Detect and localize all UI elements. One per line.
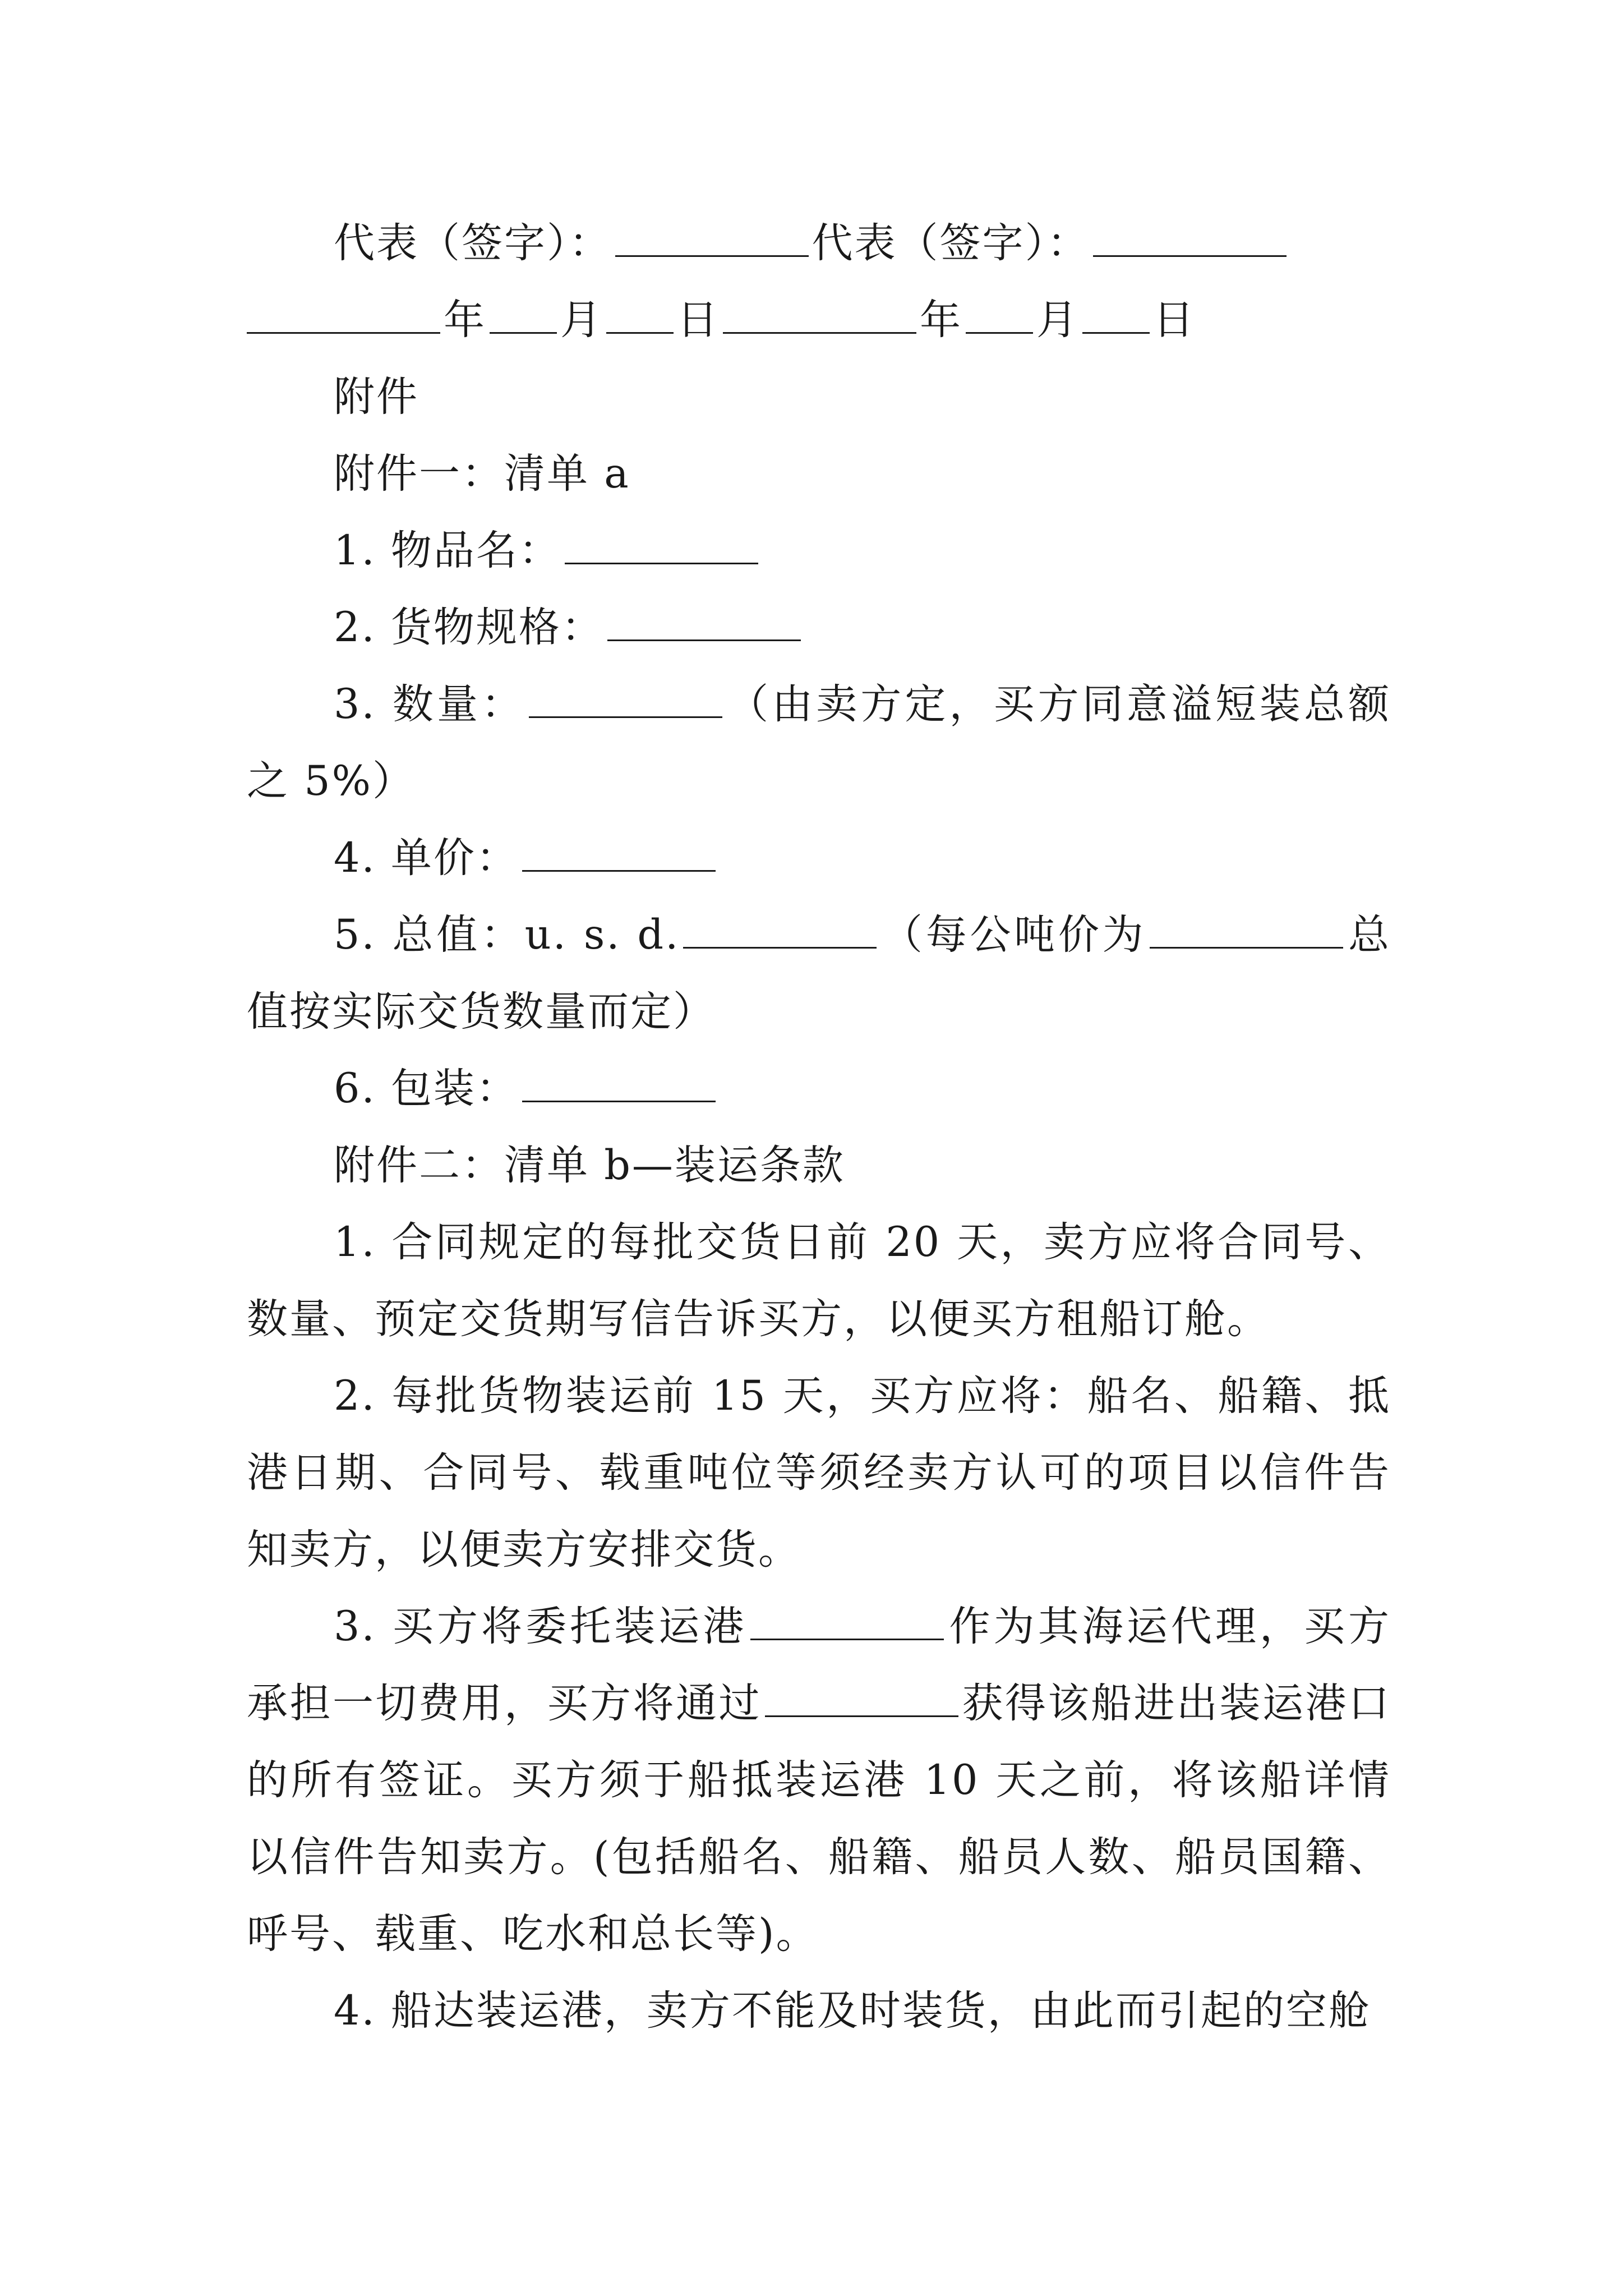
clause3-blank-agent bbox=[750, 1604, 944, 1640]
day-blank-b bbox=[1082, 297, 1150, 334]
month-label-a: 月 bbox=[560, 296, 603, 344]
year-blank-a bbox=[247, 297, 440, 334]
clause3-text-1: 3. 买方将委托装运港 bbox=[334, 1603, 748, 1650]
attachments-heading: 附件 bbox=[334, 373, 419, 421]
attachment2-clause-1: 1. 合同规定的每批交货日前 20 天，卖方应将合同号、数量、预定交货期写信告诉买方，以便买方租船订舱。 bbox=[247, 1218, 1391, 1343]
rep-label-party-b: 代表（签字）： bbox=[811, 219, 1090, 267]
attachment1-item-1 bbox=[247, 512, 1391, 589]
attachment2-title: 附件二：清单 b—装运条款 bbox=[334, 1142, 845, 1189]
attachment1-title: 附件一：清单 a bbox=[334, 450, 630, 498]
item4-label: 4. 单价： bbox=[334, 834, 519, 882]
item5-note-end: 总值按实际交货数量而定） bbox=[247, 911, 1391, 1036]
item2-label: 2. 货物规格： bbox=[334, 604, 604, 651]
month-blank-b bbox=[966, 297, 1033, 334]
item1-blank bbox=[565, 528, 758, 564]
attachment1-item-4 bbox=[247, 820, 1391, 896]
item2-blank bbox=[607, 605, 801, 641]
attachment2-clause-4: 4. 船达装运港，卖方不能及时装货，由此而引起的空舱 bbox=[334, 1987, 1371, 2035]
document-page bbox=[247, 205, 1391, 2049]
month-blank-a bbox=[490, 297, 557, 334]
year-label-b: 年 bbox=[920, 296, 962, 344]
clause3-text-2: 作为其海运代理，买方承担一切费用，买方将通过 bbox=[247, 1603, 1391, 1727]
item5-blank-total bbox=[683, 912, 877, 949]
attachment1-item-3 bbox=[247, 666, 1391, 820]
signature-blank-party-a bbox=[615, 220, 809, 257]
item5-note-start: （每公吨价为 bbox=[880, 911, 1147, 959]
rep-label-party-a: 代表（签字）： bbox=[334, 219, 612, 267]
year-blank-b bbox=[723, 297, 916, 334]
item3-note: （由卖方定，买方同意溢短装总额之 5%） bbox=[247, 680, 1391, 805]
attachment1-item-5 bbox=[247, 896, 1391, 1050]
clause3-blank-channel bbox=[765, 1681, 958, 1717]
day-blank-a bbox=[606, 297, 674, 334]
item5-blank-unit-price bbox=[1150, 912, 1343, 949]
attachment2-clause-3 bbox=[247, 1588, 1391, 1972]
item1-label: 1. 物品名： bbox=[334, 527, 561, 574]
item3-blank bbox=[529, 682, 722, 718]
attachment1-item-6 bbox=[247, 1050, 1391, 1127]
day-label-b: 日 bbox=[1153, 296, 1196, 344]
item3-label: 3. 数量： bbox=[334, 680, 526, 728]
signature-line bbox=[247, 205, 1391, 282]
month-label-b: 月 bbox=[1036, 296, 1079, 344]
signature-blank-party-b bbox=[1093, 220, 1287, 257]
item4-blank bbox=[522, 835, 716, 872]
date-line bbox=[247, 282, 1391, 358]
clause3-text-3: 获得该船进出装运港口的所有签证。买方须于船抵装运港 10 天之前，将该船详情以信件告知卖方。(包括船名、船籍、船员人数、船员国籍、呼号、载重、吃水和总长等)。 bbox=[247, 1680, 1391, 1958]
item5-label: 5. 总值：u. s. d. bbox=[334, 911, 680, 959]
day-label-a: 日 bbox=[677, 296, 720, 344]
item6-label: 6. 包装： bbox=[334, 1065, 519, 1112]
year-label-a: 年 bbox=[444, 296, 486, 344]
attachment2-clause-2: 2. 每批货物装运前 15 天，买方应将：船名、船籍、抵港日期、合同号、载重吨位等须经卖方认可的项目以信件告知卖方，以便卖方安排交货。 bbox=[247, 1372, 1391, 1573]
attachment1-item-2 bbox=[247, 589, 1391, 666]
item6-blank bbox=[522, 1066, 716, 1102]
